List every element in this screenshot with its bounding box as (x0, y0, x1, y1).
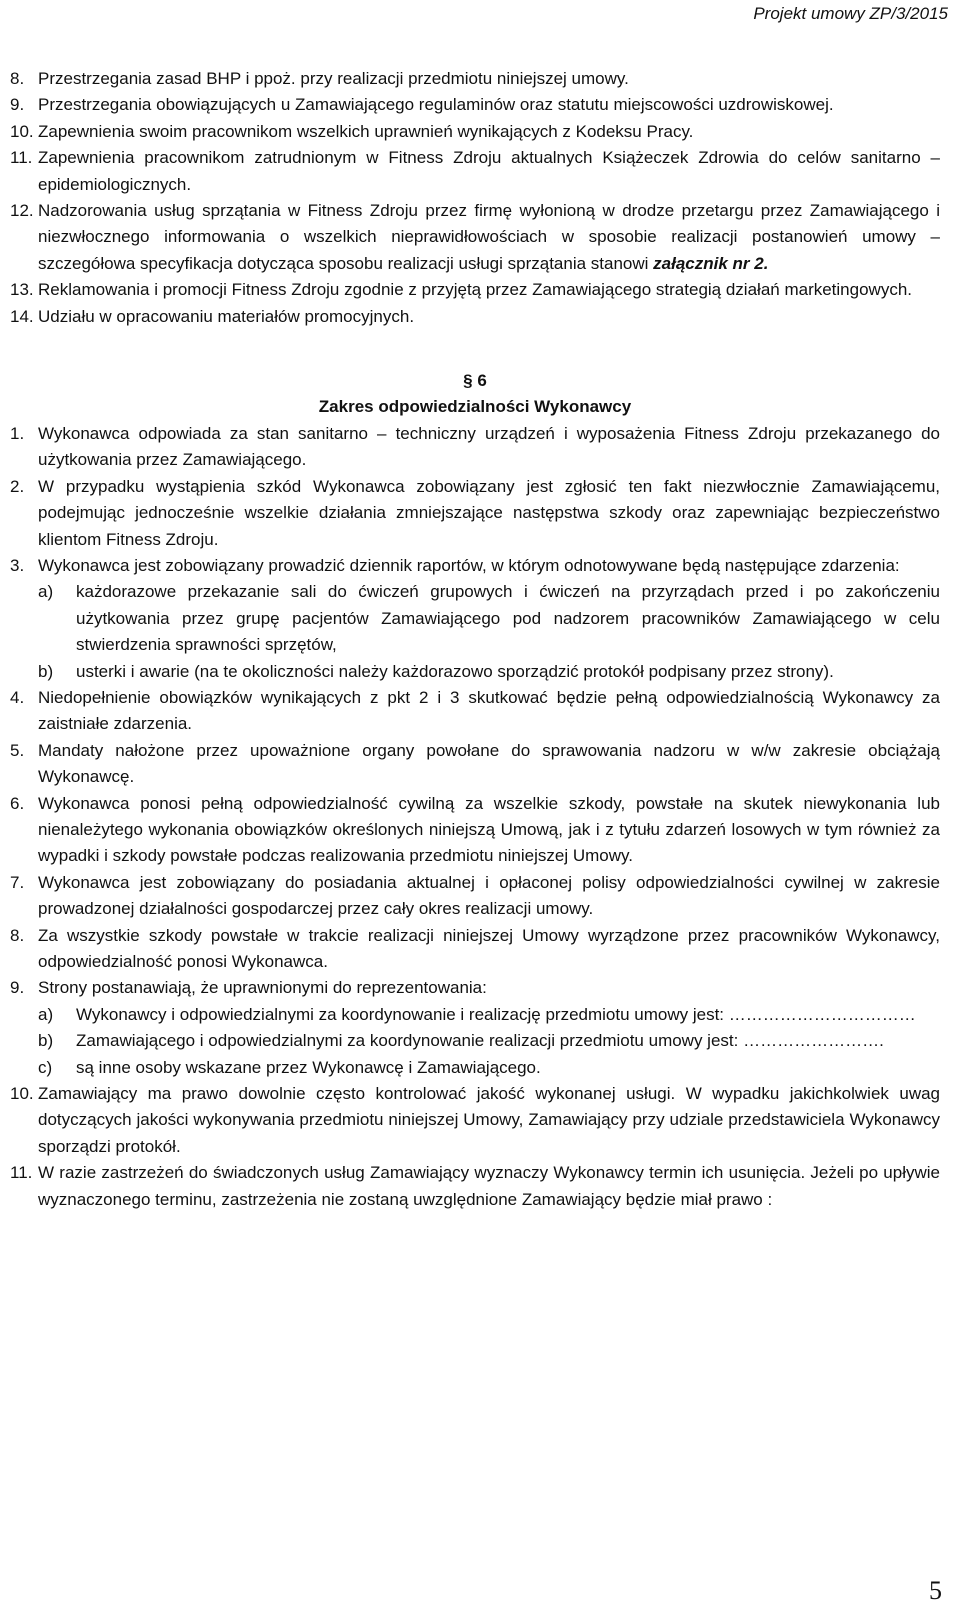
responsibility-list (10, 421, 940, 1213)
item-text-content: Wykonawca jest zobowiązany prowadzić dziennik raportów, w którym odnotowywane będą następujące zdarzenia: (38, 555, 900, 575)
sub-item-label: c) (38, 1057, 53, 1077)
item-number: 1. (10, 423, 25, 443)
item-text (38, 791, 940, 870)
item-text-content: Udziału w opracowaniu materiałów promocyjnych. (38, 306, 415, 326)
item-number: 14. (10, 306, 34, 326)
sub-item (38, 1002, 940, 1028)
item-text-content: Mandaty nałożone przez upoważnione organy powołane do sprawowania nadzoru w w/w zakresie obciążają Wykonawcę. (38, 740, 940, 787)
obligations-list (10, 66, 940, 330)
document-header: Projekt umowy ZP/3/2015 (753, 4, 948, 23)
item-text-content: Niedopełnienie obowiązków wynikających z pkt 2 i 3 skutkować będzie pełną odpowiedzialnością Wykonawcy za zaistniałe zdarzenia. (38, 687, 940, 734)
section-gap (10, 330, 940, 368)
item-number: 13. (10, 280, 34, 300)
list-item (10, 92, 940, 118)
item-text-content: Wykonawca ponosi pełną odpowiedzialność cywilną za wszelkie szkody, powstałe na skutek niewykonania lub nienależytego wykonania obowiązków określonych niniejszą Umową, jak i z tytułu zdarzeń losowych w tym również za wypadki i szkody powstałe podczas realizowania przedmiotu niniejszej Umowy. (38, 793, 940, 866)
item-text (38, 553, 940, 579)
sub-item (38, 579, 940, 658)
item-number: 3. (10, 555, 25, 575)
item-text-content: Wykonawca odpowiada za stan sanitarno – techniczny urządzeń i wyposażenia Fitness Zdroju przekazanego do użytkowania przez Zamawiającego. (38, 423, 940, 470)
item-text (38, 975, 940, 1001)
list-item (10, 791, 940, 870)
item-number: 8. (10, 925, 25, 945)
item-text-content: Za wszystkie szkody powstałe w trakcie realizacji niniejszej Umowy wyrządzone przez pracowników Wykonawcy, odpowiedzialność ponosi Wykonawca. (38, 925, 940, 971)
item-text (38, 92, 940, 118)
sub-item-label: b) (38, 1031, 54, 1051)
item-text-content: Przestrzegania zasad BHP i ppoż. przy realizacji przedmiotu niniejszej umowy. (38, 69, 629, 88)
sub-item-text: Wykonawcy i odpowiedzialnymi za koordynowanie i realizację przedmiotu umowy jest: …………………………… (76, 1004, 916, 1024)
list-item (10, 474, 940, 553)
item-text (38, 923, 940, 976)
list-item (10, 145, 940, 198)
list-item (10, 66, 940, 92)
item-text-content: Wykonawca jest zobowiązany do posiadania aktualnej i opłaconej polisy odpowiedzialności cywilnej w zakresie prowadzonej działalności gospodarczej przez cały okres realizacji umowy. (38, 872, 940, 919)
item-number: 10. (10, 1084, 34, 1104)
item-text (38, 870, 940, 923)
list-item (10, 870, 940, 923)
document-body (10, 66, 940, 1213)
item-text (38, 1081, 940, 1160)
sub-item-text: każdorazowe przekazanie sali do ćwiczeń grupowych i ćwiczeń na przyrządach przed i po zakończeniu użytkowania przez grupę pacjentów Zamawiającego pod nadzorem pracowników Zamawiającego w celu stwierdzenia sprawności sprzętów, (76, 582, 940, 655)
item-text (38, 119, 940, 145)
item-text-content: Zapewnienia swoim pracownikom wszelkich uprawnień wynikających z Kodeksu Pracy. (38, 121, 694, 141)
item-number: 2. (10, 476, 25, 496)
sub-item-label: a) (38, 582, 54, 602)
item-number: 8. (10, 69, 25, 88)
list-item (10, 421, 940, 474)
section-title: Zakres odpowiedzialności Wykonawcy (318, 397, 632, 417)
attachment-reference: załącznik nr 2. (653, 253, 769, 273)
sub-item (38, 1055, 940, 1081)
item-text-content: Zamawiający ma prawo dowolnie często kontrolować jakość wykonanej usługi. W wypadku jakichkolwiek uwag dotyczących jakości wykonywania przedmiotu niniejszej Umowy, Zamawiający przy udziale przedstawiciela Wykonawcy sporządzi protokół. (38, 1084, 940, 1156)
list-item (10, 738, 940, 791)
sub-item-text: Zamawiającego i odpowiedzialnymi za koordynowanie realizacji przedmiotu umowy jest: ……………………. (76, 1031, 884, 1051)
item-text-content: W razie zastrzeżeń do świadczonych usług Zamawiający wyznaczy Wykonawcy termin ich usunięcia. Jeżeli po upływie wyznaczonego terminu, zastrzeżenia nie zostaną uwzględnione Zamawiający będzie miał prawo : (38, 1163, 940, 1209)
list-item (10, 304, 940, 330)
item-number: 12. (10, 201, 34, 221)
list-item (10, 119, 940, 145)
list-item (10, 975, 940, 1001)
item-text (38, 474, 940, 553)
list-item (10, 553, 940, 579)
item-text (38, 277, 940, 303)
item-number: 9. (10, 978, 25, 998)
sub-item-text: są inne osoby wskazane przez Wykonawcę i Zamawiającego. (76, 1057, 541, 1077)
item-text (38, 304, 940, 330)
item-text-content: W przypadku wystąpienia szkód Wykonawca zobowiązany jest zgłosić ten fakt niezwłocznie Zamawiającemu, podejmując jednocześnie wszelkie działania zmniejszające następstwa szkody oraz zapewniając bezpieczeństwo klientom Fitness Zdroju. (38, 476, 940, 549)
list-item (10, 923, 940, 976)
section-number: § 6 (463, 371, 487, 391)
item-text-content: Reklamowania i promocji Fitness Zdroju zgodnie z przyjętą przez Zamawiającego strategią działań marketingowych. (38, 280, 912, 300)
item-number: 10. (10, 121, 34, 141)
item-text-content: Zapewnienia pracownikom zatrudnionym w Fitness Zdroju aktualnych Książeczek Zdrowia do celów sanitarno – epidemiologicznych. (38, 148, 940, 194)
item-number: 11. (10, 1163, 33, 1183)
item-text-content: Przestrzegania obowiązujących u Zamawiającego regulaminów oraz statutu miejscowości uzdrowiskowej. (38, 95, 834, 115)
sub-item-text: usterki i awarie (na te okoliczności należy każdorazowo sporządzić protokół podpisany przez strony). (76, 661, 834, 681)
page-number: 5 (929, 1576, 942, 1605)
list-item (10, 1160, 940, 1213)
item-text (38, 198, 940, 277)
item-text (38, 685, 940, 738)
sub-item-label: a) (38, 1004, 54, 1024)
item-text-content: Nadzorowania usług sprzątania w Fitness Zdroju przez firmę wyłonioną w drodze przetargu przez Zamawiającego i niezwłocznego informowania o wszelkich nieprawidłowościach w sposobie realizacji postanowień umowy – szczegółowa specyfikacja dotycząca sposobu realizacji usługi sprzątania stanowi (38, 201, 940, 273)
list-item (10, 685, 940, 738)
item-text-content: Strony postanawiają, że uprawnionymi do reprezentowania: (38, 978, 487, 998)
item-text (38, 145, 940, 198)
sub-item (38, 659, 940, 685)
item-text (38, 738, 940, 791)
item-number: 6. (10, 793, 25, 813)
item-text (38, 421, 940, 474)
list-item (10, 1081, 940, 1160)
item-number: 7. (10, 872, 25, 892)
item-text (38, 66, 940, 92)
sub-item (38, 1028, 940, 1054)
list-item (10, 277, 940, 303)
item-number: 11. (10, 148, 33, 168)
sub-item-label: b) (38, 661, 54, 681)
item-number: 5. (10, 740, 25, 760)
item-text (38, 1160, 940, 1213)
list-item (10, 198, 940, 277)
item-number: 4. (10, 687, 25, 707)
item-number: 9. (10, 95, 25, 115)
